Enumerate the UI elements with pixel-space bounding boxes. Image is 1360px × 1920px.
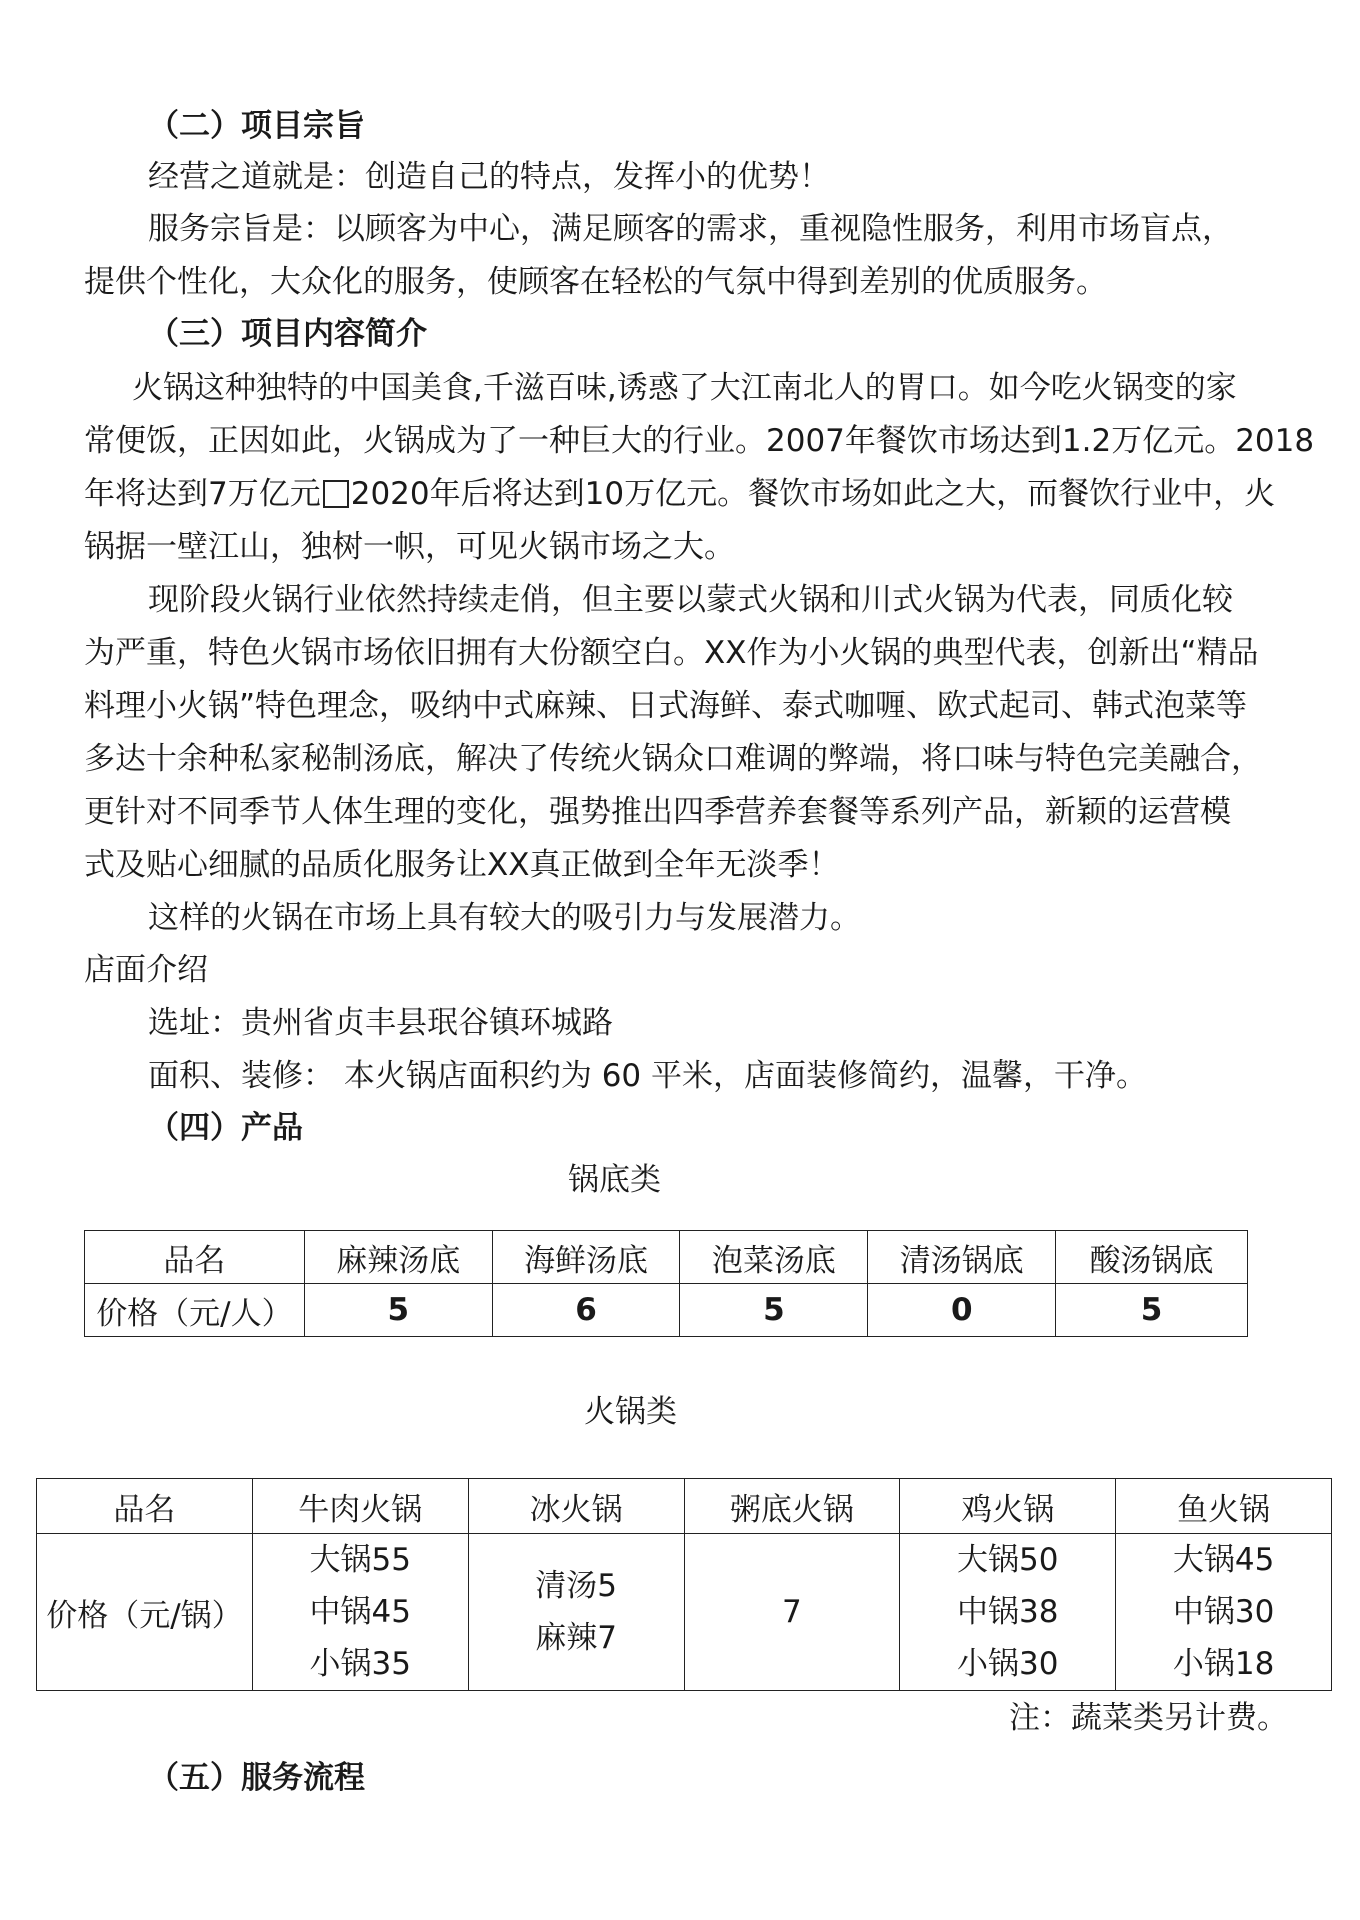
- base-price-cell: 0: [868, 1284, 1056, 1337]
- paragraph-market-line4: 多达十余种私家秘制汤底，解决了传统火锅众口难调的弊端，将口味与特色完美融合，: [84, 741, 1262, 777]
- row-label-price: 价格（元/锅）: [37, 1534, 253, 1691]
- section-heading-service-flow: （五）服务流程: [148, 1760, 365, 1796]
- table-row: [37, 1479, 1332, 1534]
- table-row: [85, 1231, 1248, 1284]
- table-row: [85, 1284, 1248, 1337]
- pot-name-cell: 粥底火锅: [684, 1479, 900, 1534]
- base-price-cell: 5: [1056, 1284, 1248, 1337]
- base-price-cell: 6: [492, 1284, 680, 1337]
- store-location: 选址：贵州省贞丰县珉谷镇环城路: [148, 1005, 613, 1041]
- table-caption-hotpot: 火锅类: [584, 1394, 677, 1430]
- beef-price-large: 大锅55: [309, 1542, 411, 1578]
- vegetable-note: 注：蔬菜类另计费。: [1009, 1700, 1288, 1736]
- row-label-name: 品名: [85, 1231, 305, 1284]
- paragraph-market-line5: 更针对不同季节人体生理的变化，强势推出四季营养套餐等系列产品，新颖的运营模: [84, 794, 1231, 830]
- base-price-cell: 5: [680, 1284, 868, 1337]
- base-name-cell: 泡菜汤底: [680, 1231, 868, 1284]
- fish-price-small: 小锅18: [1172, 1646, 1275, 1682]
- soup-base-table: [84, 1230, 1248, 1337]
- placeholder-box-icon: [323, 480, 349, 508]
- row-label-name: 品名: [37, 1479, 253, 1534]
- chicken-price-large: 大锅50: [957, 1542, 1059, 1578]
- pot-name-cell: 鱼火锅: [1116, 1479, 1332, 1534]
- row-label-price: 价格（元/人）: [85, 1284, 305, 1337]
- beef-price-cell: [252, 1534, 468, 1691]
- base-name-cell: 麻辣汤底: [304, 1231, 492, 1284]
- paragraph-market-line1: 现阶段火锅行业依然持续走俏，但主要以蒙式火锅和川式火锅为代表，同质化较: [148, 582, 1233, 618]
- ice-price-clear: 清汤5: [535, 1568, 617, 1604]
- chicken-price-medium: 中锅38: [957, 1594, 1059, 1630]
- paragraph-intro-line1: 火锅这种独特的中国美食,千滋百味,诱惑了大江南北人的胃口。如今吃火锅变的家: [132, 370, 1237, 406]
- fish-price-large: 大锅45: [1172, 1542, 1275, 1578]
- fish-price-cell: [1116, 1534, 1332, 1691]
- base-name-cell: 酸汤锅底: [1056, 1231, 1248, 1284]
- beef-price-small: 小锅35: [309, 1646, 411, 1682]
- paragraph-market-line3: 料理小火锅”特色理念，吸纳中式麻辣、日式海鲜、泰式咖喱、欧式起司、韩式泡菜等: [84, 688, 1248, 724]
- pot-name-cell: 冰火锅: [468, 1479, 684, 1534]
- chicken-price-small: 小锅30: [957, 1646, 1059, 1682]
- paragraph-business-way: 经营之道就是：创造自己的特点，发挥小的优势！: [148, 159, 830, 195]
- fish-price-medium: 中锅30: [1172, 1594, 1275, 1630]
- base-name-cell: 清汤锅底: [868, 1231, 1056, 1284]
- porridge-price-cell: 7: [684, 1534, 900, 1691]
- paragraph-market-line6: 式及贴心细腻的品质化服务让XX真正做到全年无淡季！: [84, 847, 840, 883]
- paragraph-potential: 这样的火锅在市场上具有较大的吸引力与发展潜力。: [148, 900, 861, 936]
- pot-name-cell: 牛肉火锅: [252, 1479, 468, 1534]
- table-caption-base: 锅底类: [568, 1162, 661, 1198]
- section-heading-purpose: （二）项目宗旨: [148, 108, 365, 144]
- chicken-price-cell: [900, 1534, 1116, 1691]
- table-row: [37, 1534, 1332, 1691]
- ice-price-spicy: 麻辣7: [535, 1620, 617, 1656]
- ice-price-cell: [468, 1534, 684, 1691]
- base-price-cell: 5: [304, 1284, 492, 1337]
- intro-line3-part2: 2020年后将达到10万亿元。餐饮市场如此之大，而餐饮行业中，火: [350, 476, 1276, 512]
- paragraph-service-line2: 提供个性化，大众化的服务，使顾客在轻松的气氛中得到差别的优质服务。: [84, 264, 1107, 300]
- section-heading-intro: （三）项目内容简介: [148, 316, 427, 352]
- beef-price-medium: 中锅45: [309, 1594, 411, 1630]
- paragraph-service-line1: 服务宗旨是：以顾客为中心，满足顾客的需求，重视隐性服务，利用市场盲点，: [148, 211, 1233, 247]
- paragraph-intro-line3: [84, 474, 1284, 514]
- store-area: 面积、装修： 本火锅店面积约为 60 平米，店面装修简约，温馨，干净。: [148, 1058, 1148, 1094]
- store-heading: 店面介绍: [84, 952, 208, 988]
- base-name-cell: 海鲜汤底: [492, 1231, 680, 1284]
- paragraph-market-line2: 为严重，特色火锅市场依旧拥有大份额空白。XX作为小火锅的典型代表，创新出“精品: [84, 635, 1259, 671]
- hotpot-table: [36, 1478, 1332, 1691]
- paragraph-intro-line4: 锅据一壁江山，独树一帜，可见火锅市场之大。: [84, 529, 735, 565]
- section-heading-products: （四）产品: [148, 1110, 303, 1146]
- pot-name-cell: 鸡火锅: [900, 1479, 1116, 1534]
- intro-line3-part1: 年将达到7万亿元: [84, 476, 321, 512]
- paragraph-intro-line2: 常便饭，正因如此，火锅成为了一种巨大的行业。2007年餐饮市场达到1.2万亿元。2018: [84, 423, 1315, 459]
